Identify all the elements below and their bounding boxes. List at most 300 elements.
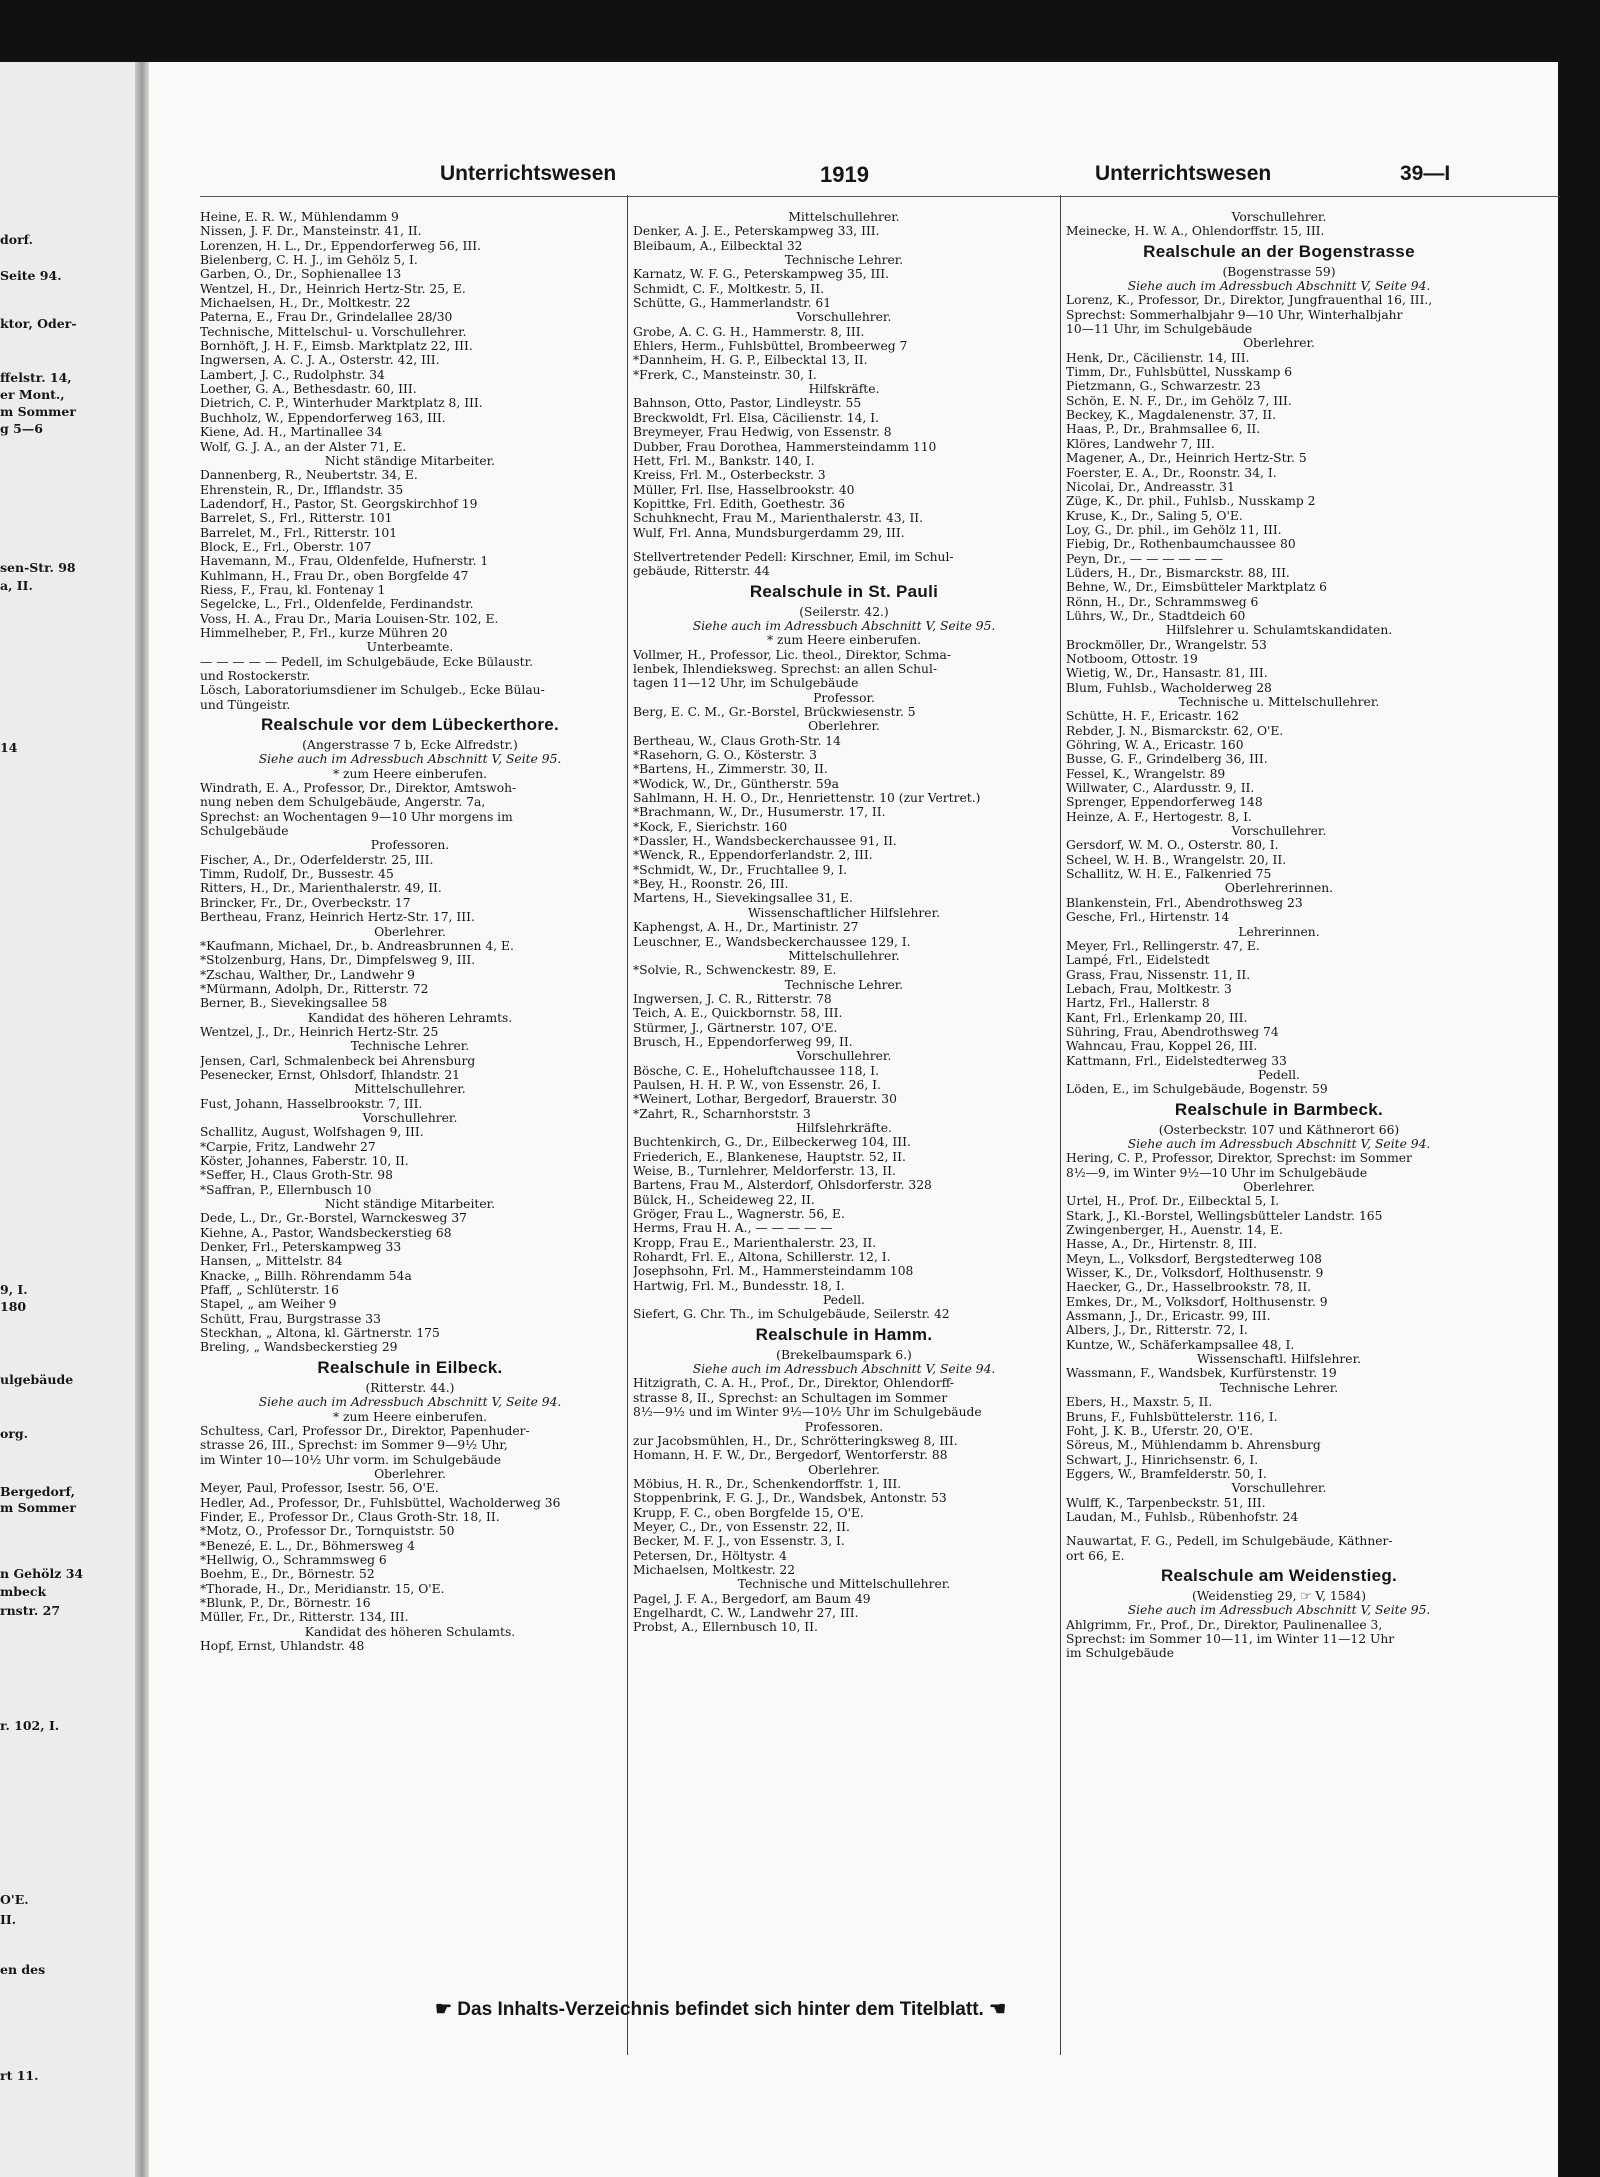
- directory-entry: Kropp, Frau E., Marienthalerstr. 23, II.: [633, 1235, 877, 1250]
- directory-entry: zur Jacobsmühlen, H., Dr., Schrötteringksweg 8, III.: [633, 1433, 958, 1448]
- directory-entry: Becker, M. F. J., von Essenstr. 3, I.: [633, 1534, 845, 1549]
- school-address: (Ritterstr. 44.): [365, 1380, 455, 1395]
- directory-entry: Göhring, W. A., Ericastr. 160: [1066, 738, 1244, 753]
- previous-page-fragment: g 5—6: [0, 421, 43, 436]
- directory-entry: und Tüngeistr.: [200, 697, 291, 712]
- directory-entry: Hansen, „ Mittelstr. 84: [200, 1254, 343, 1269]
- section-label: Oberlehrer.: [808, 1462, 880, 1477]
- directory-entry: Kuntze, W., Schäferkampsallee 48, I.: [1066, 1337, 1295, 1352]
- cross-reference: Siehe auch im Adressbuch Abschnitt V, Seite 95.: [692, 618, 996, 633]
- section-label: * zum Heere einberufen.: [332, 1409, 488, 1424]
- section-label: Wissenschaftl. Hilfslehrer.: [1196, 1352, 1362, 1367]
- page-year: 1919: [820, 162, 869, 187]
- section-label: Vorschullehrer.: [796, 310, 892, 325]
- directory-entry: Löden, E., im Schulgebäude, Bogenstr. 59: [1066, 1082, 1328, 1097]
- running-header-left: Unterrichtswesen: [440, 162, 617, 185]
- column-2: [633, 210, 1055, 2060]
- directory-entry: Köster, Johannes, Faberstr. 10, II.: [200, 1154, 409, 1168]
- directory-entry: Kuhlmann, H., Frau Dr., oben Borgfelde 47: [200, 568, 469, 583]
- section-label: Technische Lehrer.: [350, 1039, 470, 1054]
- section-label: Pedell.: [1258, 1067, 1300, 1082]
- directory-entry: Assmann, J., Dr., Ericastr. 99, III.: [1066, 1309, 1271, 1324]
- directory-entry: Meyer, Frl., Rellingerstr. 47, E.: [1066, 938, 1260, 953]
- directory-entry: Garben, O., Dr., Sophienallee 13: [200, 267, 402, 282]
- cross-reference: Siehe auch im Adressbuch Abschnitt V, Seite 94.: [692, 1362, 996, 1377]
- section-label: Technische Lehrer.: [1219, 1380, 1339, 1395]
- directory-entry: Müller, Frl. Ilse, Hasselbrookstr. 40: [633, 482, 855, 497]
- directory-entry: Bartens, Frau M., Alsterdorf, Ohlsdorferstr. 328: [633, 1178, 932, 1193]
- directory-entry: Segelcke, L., Frl., Oldenfelde, Ferdinandstr.: [200, 597, 474, 612]
- section-label: Oberlehrer.: [1243, 336, 1315, 351]
- directory-entry: Ahlgrimm, Fr., Prof., Dr., Direktor, Paulinenallee 3,: [1066, 1617, 1383, 1632]
- previous-page-fragment: ffelstr. 14,: [0, 370, 72, 385]
- directory-entry: *Seffer, H., Claus Groth-Str. 98: [200, 1168, 393, 1183]
- directory-entry: Teich, A. E., Quickbornstr. 58, III.: [633, 1006, 843, 1021]
- directory-entry: Karnatz, W. F. G., Peterskampweg 35, III.: [633, 267, 889, 282]
- previous-page-fragment: Seite 94.: [0, 268, 62, 283]
- directory-entry: Kaphengst, A. H., Dr., Martinistr. 27: [633, 920, 859, 935]
- directory-entry: Dannenberg, R., Neubertstr. 34, E.: [200, 468, 418, 483]
- school-address: (Osterbeckstr. 107 und Käthnerort 66): [1158, 1122, 1400, 1137]
- directory-entry: Schuhknecht, Frau M., Marienthalerstr. 43, II.: [633, 511, 924, 526]
- directory-entry: Breckwoldt, Frl. Elsa, Cäcilienstr. 14, I.: [633, 410, 880, 425]
- section-label: Wissenschaftlicher Hilfslehrer.: [747, 905, 941, 920]
- directory-entry: Paterna, E., Frau Dr., Grindelallee 28/30: [200, 310, 453, 325]
- directory-entry: Ehlers, Herm., Fuhlsbüttel, Brombeerweg 7: [633, 339, 908, 354]
- spacer: [633, 540, 1055, 550]
- directory-entry: Martens, H., Sievekingsallee 31, E.: [633, 891, 853, 906]
- directory-entry: Jensen, Carl, Schmalenbeck bei Ahrensburg: [200, 1053, 476, 1068]
- directory-entry: Denker, A. J. E., Peterskampweg 33, III.: [633, 224, 880, 239]
- directory-entry: Schwart, J., Hinrichsenstr. 6, I.: [1066, 1452, 1259, 1467]
- section-label: Professor.: [813, 690, 875, 705]
- directory-entry: Ehrenstein, R., Dr., Ifflandstr. 35: [200, 482, 404, 497]
- directory-entry: Dietrich, C. P., Winterhuder Marktplatz 8, III.: [200, 396, 483, 411]
- running-header-right: Unterrichtswesen: [1095, 162, 1272, 185]
- directory-entry: Wietig, W., Dr., Hansastr. 81, III.: [1066, 666, 1268, 681]
- directory-entry: Wisser, K., Dr., Volksdorf, Holthusenstr. 9: [1066, 1266, 1324, 1281]
- directory-entry: Notboom, Ottostr. 19: [1066, 651, 1198, 666]
- directory-entry: Heine, E. R. W., Mühlendamm 9: [200, 210, 399, 224]
- directory-entry: Schallitz, W. H. E., Falkenried 75: [1066, 867, 1272, 882]
- directory-entry: *Bey, H., Roonstr. 26, III.: [633, 877, 789, 892]
- directory-entry: Lorenz, K., Professor, Dr., Direktor, Jungfrauenthal 16, III.,: [1066, 293, 1433, 308]
- directory-entry: Ingwersen, A. C. J. A., Osterstr. 42, III.: [200, 353, 440, 368]
- previous-page-fragment: 14: [0, 740, 18, 755]
- cross-reference: Siehe auch im Adressbuch Abschnitt V, Seite 95.: [1127, 1603, 1431, 1618]
- directory-entry: Emkes, Dr., M., Volksdorf, Holthusenstr. 9: [1066, 1294, 1328, 1309]
- section-label: Vorschullehrer.: [796, 1049, 892, 1064]
- directory-entry: Kant, Frl., Erlenkamp 20, III.: [1066, 1010, 1248, 1025]
- directory-entry: Beckey, K., Magdalenenstr. 37, II.: [1066, 408, 1276, 423]
- directory-entry: Hasse, A., Dr., Hirtenstr. 8, III.: [1066, 1237, 1257, 1252]
- directory-entry: Wahncau, Frau, Koppel 26, III.: [1066, 1039, 1258, 1054]
- previous-page-fragment: rnstr. 27: [0, 1603, 61, 1618]
- scan-border-top-left: [0, 0, 100, 62]
- section-label: Hilfslehrer u. Schulamtskandidaten.: [1165, 623, 1393, 638]
- directory-entry: Foerster, E. A., Dr., Roonstr. 34, I.: [1066, 465, 1277, 480]
- directory-entry: Haas, P., Dr., Brahmsallee 6, II.: [1066, 422, 1261, 437]
- directory-entry: *Thorade, H., Dr., Meridianstr. 15, O'E.: [200, 1581, 445, 1596]
- previous-page-fragment: ktor, Oder-: [0, 316, 77, 331]
- header-rule: [200, 196, 1560, 197]
- previous-page-fragment: sen-Str. 98: [0, 560, 76, 575]
- section-label: Mittelschullehrer.: [788, 210, 900, 224]
- previous-page-fragment: Bergedorf,: [0, 1484, 75, 1499]
- directory-entry: Sprenger, Eppendorferweg 148: [1066, 795, 1263, 810]
- directory-entry: Bielenberg, C. H. J., im Gehölz 5, I.: [200, 253, 418, 268]
- directory-entry: Meinecke, H. W. A., Ohlendorffstr. 15, III.: [1066, 224, 1325, 239]
- directory-entry: *Wodick, W., Dr., Güntherstr. 59a: [633, 776, 839, 791]
- directory-entry: Meyn, L., Volksdorf, Bergstedterweg 108: [1066, 1251, 1322, 1266]
- directory-entry: Vollmer, H., Professor, Lic. theol., Direktor, Schma-: [633, 647, 951, 662]
- previous-page-fragment: ulgebäude: [0, 1372, 74, 1387]
- directory-entry: Kiene, Ad. H., Martinallee 34: [200, 425, 383, 440]
- directory-entry: Bertheau, Franz, Heinrich Hertz-Str. 17, III.: [200, 910, 475, 925]
- section-label: Professoren.: [370, 838, 450, 853]
- directory-entry: Blum, Fuhlsb., Wacholderweg 28: [1066, 680, 1272, 695]
- directory-entry: Eggers, W., Bramfelderstr. 50, I.: [1066, 1466, 1267, 1481]
- directory-entry: Fischer, A., Dr., Oderfelderstr. 25, III.: [200, 852, 434, 867]
- directory-entry: und Rostockerstr.: [200, 669, 311, 683]
- section-label: Kandidat des höheren Schulamts.: [304, 1624, 516, 1639]
- section-label: Oberlehrer.: [808, 719, 880, 734]
- directory-entry: Ingwersen, J. C. R., Ritterstr. 78: [633, 991, 832, 1006]
- directory-entry: Möbius, H. R., Dr., Schenkendorffstr. 1, III.: [633, 1476, 902, 1491]
- directory-entry: *Kaufmann, Michael, Dr., b. Andreasbrunnen 4, E.: [200, 938, 514, 953]
- school-heading: Realschule in Barmbeck.: [1174, 1099, 1384, 1119]
- section-label: * zum Heere einberufen.: [332, 766, 488, 781]
- directory-entry: *Stolzenburg, Hans, Dr., Dimpfelsweg 9, III.: [200, 953, 476, 968]
- directory-entry: Brusch, H., Eppendorferweg 99, II.: [633, 1034, 853, 1049]
- directory-entry: Finder, E., Professor Dr., Claus Groth-Str. 18, II.: [200, 1509, 500, 1524]
- directory-entry: ort 66, E.: [1066, 1548, 1125, 1563]
- directory-entry: Stark, J., Kl.-Borstel, Wellingsbütteler Landstr. 165: [1066, 1208, 1383, 1223]
- directory-entry: Lösch, Laboratoriumsdiener im Schulgeb., Ecke Bülau-: [200, 683, 545, 698]
- directory-entry: Probst, A., Ellernbusch 10, II.: [633, 1620, 818, 1635]
- directory-entry: Blankenstein, Frl., Abendrothsweg 23: [1066, 895, 1303, 910]
- previous-page-fragment: dorf.: [0, 232, 33, 247]
- directory-entry: im Winter 10—10½ Uhr vorm. im Schulgebäude: [200, 1452, 501, 1467]
- directory-entry: Berner, B., Sievekingsallee 58: [200, 996, 388, 1011]
- directory-entry: Breymeyer, Frau Hedwig, von Essenstr. 8: [633, 425, 892, 440]
- directory-entry: Kopittke, Frl. Edith, Goethestr. 36: [633, 496, 846, 511]
- directory-entry: Krupp, F. C., oben Borgfelde 15, O'E.: [633, 1505, 864, 1520]
- directory-entry: Pfaff, „ Schlüterstr. 16: [200, 1283, 339, 1298]
- directory-entry: Pagel, J. F. A., Bergedorf, am Baum 49: [633, 1591, 871, 1606]
- directory-entry: 10—11 Uhr, im Schulgebäude: [1066, 322, 1253, 337]
- school-address: (Angerstrasse 7 b, Ecke Alfredstr.): [302, 738, 518, 753]
- directory-entry: *Frerk, C., Mansteinstr. 30, I.: [633, 367, 817, 382]
- directory-entry: *Wenck, R., Eppendorferlandstr. 2, III.: [633, 848, 873, 863]
- directory-entry: im Schulgebäude: [1066, 1646, 1175, 1661]
- directory-entry: Schultess, Carl, Professor Dr., Direktor, Papenhuder-: [200, 1423, 530, 1438]
- directory-entry: Hopf, Ernst, Uhlandstr. 48: [200, 1639, 365, 1653]
- scan-border-top: [100, 0, 1600, 62]
- school-heading: Realschule am Weidenstieg.: [1160, 1565, 1398, 1585]
- directory-entry: Sahlmann, H. H. O., Dr., Henriettenstr. 10 (zur Vertret.): [633, 791, 981, 806]
- directory-entry: *Carpie, Fritz, Landwehr 27: [200, 1139, 376, 1154]
- directory-entry: Loy, G., Dr. phil., im Gehölz 11, III.: [1066, 522, 1282, 537]
- directory-entry: strasse 26, III., Sprechst: im Sommer 9—9½ Uhr,: [200, 1438, 508, 1453]
- directory-entry: Zwingenberger, H., Auenstr. 14, E.: [1066, 1223, 1283, 1238]
- directory-entry: Herms, Frau H. A., — — — — —: [633, 1221, 833, 1236]
- previous-page-fragment: a, II.: [0, 578, 33, 593]
- directory-entry: Lambert, J. C., Rudolphstr. 34: [200, 367, 385, 382]
- directory-entry: Heinze, A. F., Hertogestr. 8, I.: [1066, 809, 1252, 824]
- column-rule-1: [627, 195, 628, 2055]
- directory-entry: Schütt, Frau, Burgstrasse 33: [200, 1311, 381, 1326]
- section-label: Technische Lehrer.: [784, 253, 904, 268]
- directory-entry: Kattmann, Frl., Eidelstedterweg 33: [1066, 1053, 1287, 1068]
- directory-entry: Lebach, Frau, Moltkestr. 3: [1066, 981, 1232, 996]
- directory-entry: Timm, Rudolf, Dr., Bussestr. 45: [200, 867, 394, 882]
- directory-entry: Lampé, Frl., Eidelstedt: [1066, 953, 1210, 968]
- directory-entry: Hartwig, Frl. M., Bundesstr. 18, I.: [633, 1278, 845, 1293]
- directory-entry: Schulgebäude: [200, 824, 289, 839]
- directory-entry: Schütte, H. F., Ericastr. 162: [1066, 709, 1240, 724]
- school-heading: Realschule in Eilbeck.: [317, 1357, 503, 1377]
- directory-entry: Brockmöller, Dr., Wrangelstr. 53: [1066, 637, 1267, 652]
- directory-entry: Müller, Fr., Dr., Ritterstr. 134, III.: [200, 1610, 409, 1625]
- school-address: (Brekelbaumspark 6.): [776, 1347, 912, 1362]
- section-label: Lehrerinnen.: [1238, 924, 1320, 939]
- directory-entry: Henk, Dr., Cäcilienstr. 14, III.: [1066, 350, 1250, 365]
- section-label: Vorschullehrer.: [1231, 210, 1327, 224]
- directory-entry: Hedler, Ad., Professor, Dr., Fuhlsbüttel, Wacholderweg 36: [200, 1495, 561, 1510]
- directory-entry: Behne, W., Dr., Eimsbütteler Marktplatz 6: [1066, 580, 1327, 595]
- section-label: Oberlehrer.: [1243, 1180, 1315, 1194]
- directory-entry: Pesenecker, Ernst, Ohlsdorf, Ihlandstr. 21: [200, 1067, 460, 1082]
- book-spine: [135, 62, 149, 2177]
- directory-entry: Sühring, Frau, Abendrothsweg 74: [1066, 1024, 1279, 1039]
- directory-entry: Lüders, H., Dr., Bismarckstr. 88, III.: [1066, 565, 1290, 580]
- previous-page-fragment: II.: [0, 1912, 17, 1927]
- directory-entry: *Dannheim, H. G. P., Eilbecktal 13, II.: [633, 353, 868, 368]
- directory-entry: Gesche, Frl., Hirtenstr. 14: [1066, 910, 1230, 925]
- school-heading: Realschule in St. Pauli: [749, 581, 939, 601]
- section-label: Mittelschullehrer.: [354, 1082, 466, 1097]
- directory-entry: Buchtenkirch, G., Dr., Eilbeckerweg 104, III.: [633, 1135, 911, 1150]
- directory-entry: *Weinert, Lothar, Bergedorf, Brauerstr. 30: [633, 1092, 897, 1107]
- section-label: Vorschullehrer.: [1231, 1481, 1327, 1496]
- directory-entry: *Mürmann, Adolph, Dr., Ritterstr. 72: [200, 981, 429, 996]
- directory-entry: Technische, Mittelschul- u. Vorschullehrer.: [200, 324, 467, 339]
- directory-entry: gebäude, Ritterstr. 44: [633, 564, 770, 579]
- directory-entry: Bruns, F., Fuhlsbüttelerstr. 116, I.: [1066, 1409, 1278, 1424]
- directory-entry: Voss, H. A., Frau Dr., Maria Louisen-Str. 102, E.: [200, 611, 499, 626]
- directory-entry: Paulsen, H. H. P. W., von Essenstr. 26, I.: [633, 1077, 881, 1092]
- section-label: Technische u. Mittelschullehrer.: [1178, 695, 1380, 709]
- directory-entry: Kiehne, A., Pastor, Wandsbeckerstieg 68: [200, 1225, 452, 1240]
- directory-entry: Wentzel, J., Dr., Heinrich Hertz-Str. 25: [200, 1024, 439, 1039]
- directory-entry: Gröger, Frau L., Wagnerstr. 56, E.: [633, 1207, 845, 1222]
- section-label: Oberlehrer.: [374, 924, 446, 939]
- directory-entry: Berg, E. C. M., Gr.-Borstel, Brückwiesenstr. 5: [633, 705, 916, 719]
- previous-page-fragment: en des: [0, 1962, 46, 1977]
- directory-entry: Michaelsen, H., Dr., Moltkestr. 22: [200, 296, 411, 311]
- directory-entry: Schallitz, August, Wolfshagen 9, III.: [200, 1125, 424, 1140]
- previous-page-edge: [0, 62, 135, 2177]
- directory-entry: Buchholz, W., Eppendorferweg 163, III.: [200, 410, 446, 425]
- section-label: * zum Heere einberufen.: [766, 633, 922, 648]
- directory-entry: Wassmann, F., Wandsbek, Kurfürstenstr. 19: [1066, 1366, 1337, 1381]
- directory-entry: Sprechst: Sommerhalbjahr 9—10 Uhr, Winterhalbjahr: [1066, 307, 1403, 322]
- directory-entry: nung neben dem Schulgebäude, Angerstr. 7a,: [200, 795, 486, 810]
- directory-entry: Block, E., Frl., Oberstr. 107: [200, 539, 372, 554]
- directory-entry: Petersen, Dr., Höltystr. 4: [633, 1548, 787, 1563]
- directory-entry: *Bartens, H., Zimmerstr. 30, II.: [633, 762, 828, 777]
- directory-entry: 8½—9½ und im Winter 9½—10½ Uhr im Schulgebäude: [633, 1405, 982, 1420]
- directory-entry: Haecker, G., Dr., Hasselbrookstr. 78, II.: [1066, 1280, 1312, 1295]
- directory-entry: Nissen, J. F. Dr., Mansteinstr. 41, II.: [200, 224, 422, 239]
- previous-page-fragment: n Gehölz 34: [0, 1566, 84, 1581]
- directory-entry: Rohardt, Frl. E., Altona, Schillerstr. 12, I.: [633, 1250, 891, 1265]
- directory-entry: Bülck, H., Scheideweg 22, II.: [633, 1192, 815, 1207]
- directory-entry: Homann, H. F. W., Dr., Bergedorf, Wentorferstr. 88: [633, 1448, 948, 1463]
- directory-entry: Nicolai, Dr., Andreasstr. 31: [1066, 479, 1235, 494]
- directory-entry: Steckhan, „ Altona, kl. Gärtnerstr. 175: [200, 1326, 440, 1341]
- directory-entry: Havemann, M., Frau, Oldenfelde, Hufnerstr. 1: [200, 554, 489, 569]
- directory-entry: Siefert, G. Chr. Th., im Schulgebäude, Seilerstr. 42: [633, 1307, 950, 1322]
- directory-entry: Dubber, Frau Dorothea, Hammersteindamm 110: [633, 439, 937, 454]
- directory-entry: Lührs, W., Dr., Stadtdeich 60: [1066, 608, 1246, 623]
- directory-entry: *Zschau, Walther, Dr., Landwehr 9: [200, 967, 415, 982]
- section-label: Vorschullehrer.: [362, 1110, 458, 1125]
- directory-entry: *Schmidt, W., Dr., Fruchtallee 9, I.: [633, 862, 848, 877]
- directory-entry: Klöres, Landwehr 7, III.: [1066, 436, 1215, 451]
- directory-entry: Breling, „ Wandsbeckerstieg 29: [200, 1340, 398, 1355]
- directory-entry: Grobe, A. C. G. H., Hammerstr. 8, III.: [633, 324, 865, 339]
- directory-entry: Stapel, „ am Weiher 9: [200, 1297, 337, 1312]
- directory-entry: *Saffran, P., Ellernbusch 10: [200, 1182, 372, 1197]
- previous-page-fragment: rt 11.: [0, 2068, 39, 2083]
- school-heading: Realschule in Hamm.: [755, 1324, 933, 1344]
- directory-entry: Bornhöft, J. H. F., Eimsb. Marktplatz 22, III.: [200, 339, 473, 354]
- section-label: Unterbeamte.: [366, 640, 454, 655]
- section-label: Professoren.: [804, 1419, 884, 1434]
- directory-entry: *Blunk, P., Dr., Börnestr. 16: [200, 1595, 371, 1610]
- school-heading: Realschule vor dem Lübeckerthore.: [260, 715, 560, 735]
- footer-note: ☛ Das Inhalts-Verzeichnis befindet sich hinter dem Titelblatt. ☚: [435, 1999, 1007, 2020]
- directory-entry: Stellvertretender Pedell: Kirschner, Emil, im Schul-: [633, 549, 954, 564]
- directory-entry: Laudan, M., Fuhlsb., Rübenhofstr. 24: [1066, 1509, 1299, 1524]
- section-label: Nicht ständige Mitarbeiter.: [324, 1197, 496, 1212]
- directory-entry: Wulf, Frl. Anna, Mundsburgerdamm 29, III.: [633, 525, 905, 540]
- previous-page-fragment: er Mont.,: [0, 387, 65, 402]
- directory-entry: Bösche, C. E., Hoheluftchaussee 118, I.: [633, 1063, 880, 1078]
- section-label: Nicht ständige Mitarbeiter.: [324, 453, 496, 468]
- directory-entry: Rebder, J. N., Bismarckstr. 62, O'E.: [1066, 723, 1284, 738]
- directory-entry: *Motz, O., Professor Dr., Tornquiststr. 50: [200, 1524, 455, 1539]
- directory-entry: Hartz, Frl., Hallerstr. 8: [1066, 996, 1210, 1011]
- directory-entry: Engelhardt, C. W., Landwehr 27, III.: [633, 1605, 859, 1620]
- directory-entry: Pietzmann, G., Schwarzestr. 23: [1066, 379, 1261, 394]
- directory-entry: Dede, L., Dr., Gr.-Borstel, Warnckesweg 37: [200, 1211, 467, 1226]
- directory-entry: Riess, F., Frau, kl. Fontenay 1: [200, 582, 386, 597]
- section-label: Pedell.: [823, 1293, 865, 1308]
- directory-entry: Willwater, C., Alardusstr. 9, II.: [1066, 781, 1255, 796]
- directory-entry: Peyn, Dr., — — — — — —: [1066, 551, 1224, 566]
- directory-entry: Ebers, H., Maxstr. 5, II.: [1066, 1395, 1213, 1410]
- directory-entry: — — — — — Pedell, im Schulgebäude, Ecke Bülaustr.: [200, 654, 534, 669]
- directory-entry: Michaelsen, Moltkestr. 22: [633, 1562, 796, 1577]
- directory-entry: Fiebig, Dr., Rothenbaumchaussee 80: [1066, 537, 1296, 552]
- directory-entry: Stürmer, J., Gärtnerstr. 107, O'E.: [633, 1020, 838, 1035]
- directory-entry: lenbek, Ihlendieksweg. Sprechst: an allen Schul-: [633, 661, 938, 676]
- section-label: Technische Lehrer.: [784, 977, 904, 992]
- directory-entry: Kruse, K., Dr., Saling 5, O'E.: [1066, 508, 1243, 523]
- previous-page-fragment: m Sommer: [0, 404, 76, 419]
- cross-reference: Siehe auch im Adressbuch Abschnitt V, Seite 95.: [258, 752, 562, 767]
- directory-entry: Hett, Frl. M., Bankstr. 140, I.: [633, 453, 815, 468]
- section-label: Vorschullehrer.: [1231, 824, 1327, 839]
- directory-entry: Knacke, „ Billh. Röhrendamm 54a: [200, 1268, 412, 1283]
- directory-entry: Fust, Johann, Hasselbrookstr. 7, III.: [200, 1096, 423, 1111]
- directory-entry: Grass, Frau, Nissenstr. 11, II.: [1066, 967, 1251, 982]
- directory-entry: Urtel, H., Prof. Dr., Eilbecktal 5, I.: [1066, 1194, 1280, 1209]
- directory-entry: Timm, Dr., Fuhlsbüttel, Nusskamp 6: [1066, 365, 1293, 380]
- directory-entry: *Rasehorn, G. O., Kösterstr. 3: [633, 748, 817, 763]
- directory-entry: Meyer, C., Dr., von Essenstr. 22, II.: [633, 1519, 850, 1534]
- directory-entry: Züge, K., Dr. phil., Fuhlsb., Nusskamp 2: [1066, 494, 1316, 509]
- directory-entry: Barrelet, M., Frl., Ritterstr. 101: [200, 525, 398, 540]
- directory-entry: Bleibaum, A., Eilbecktal 32: [633, 238, 803, 253]
- directory-entry: Weise, B., Turnlehrer, Meldorferstr. 13, II.: [633, 1164, 896, 1178]
- directory-entry: Hitzigrath, C. A. H., Prof., Dr., Direktor, Ohlendorff-: [633, 1376, 955, 1391]
- previous-page-fragment: O'E.: [0, 1892, 29, 1907]
- directory-entry: Loether, G. A., Bethesdastr. 60, III.: [200, 382, 417, 397]
- school-heading: Realschule an der Bogenstrasse: [1143, 241, 1415, 261]
- directory-entry: Söreus, M., Mühlendamm b. Ahrensburg: [1066, 1438, 1321, 1453]
- previous-page-fragment: org.: [0, 1426, 29, 1441]
- directory-entry: Himmelheber, P., Frl., kurze Mühren 20: [200, 625, 448, 640]
- directory-entry: Albers, J., Dr., Ritterstr. 72, I.: [1066, 1323, 1248, 1338]
- directory-entry: strasse 8, II., Sprechst: an Schultagen im Sommer: [633, 1390, 948, 1405]
- directory-entry: Kreiss, Frl. M., Osterbeckstr. 3: [633, 468, 826, 483]
- directory-entry: *Solvie, R., Schwenckestr. 89, E.: [633, 963, 837, 978]
- directory-entry: Meyer, Paul, Professor, Isestr. 56, O'E.: [200, 1481, 439, 1496]
- previous-page-fragment: r. 102, I.: [0, 1718, 60, 1733]
- directory-entry: Busse, G. F., Grindelberg 36, III.: [1066, 752, 1268, 767]
- directory-entry: Nauwartat, F. G., Pedell, im Schulgebäude, Käthner-: [1066, 1534, 1393, 1549]
- directory-entry: Gersdorf, W. M. O., Osterstr. 80, I.: [1066, 838, 1279, 853]
- directory-entry: Lorenzen, H. L., Dr., Eppendorferweg 56, III.: [200, 238, 481, 253]
- directory-entry: Leuschner, E., Wandsbeckerchaussee 129, I.: [633, 934, 911, 949]
- scan-border-right: [1558, 0, 1600, 2177]
- directory-entry: Sprechst: an Wochentagen 9—10 Uhr morgens im: [200, 809, 513, 824]
- directory-entry: Schön, E. N. F., Dr., im Gehölz 7, III.: [1066, 393, 1292, 408]
- section-label: Technische und Mittelschullehrer.: [737, 1577, 951, 1592]
- directory-entry: Barrelet, S., Frl., Ritterstr. 101: [200, 511, 393, 526]
- section-label: Mittelschullehrer.: [788, 948, 900, 963]
- directory-entry: Fessel, K., Wrangelstr. 89: [1066, 766, 1226, 781]
- directory-entry: Denker, Frl., Peterskampweg 33: [200, 1240, 402, 1255]
- directory-entry: Bertheau, W., Claus Groth-Str. 14: [633, 733, 841, 748]
- previous-page-fragment: mbeck: [0, 1584, 47, 1599]
- directory-entry: Foht, J. K. B., Uferstr. 20, O'E.: [1066, 1423, 1253, 1438]
- directory-entry: 8½—9, im Winter 9½—10 Uhr im Schulgebäude: [1066, 1165, 1368, 1180]
- directory-entry: Boehm, E., Dr., Börnestr. 52: [200, 1567, 375, 1582]
- section-label: Hilfskräfte.: [808, 382, 880, 397]
- column-1: [200, 210, 620, 2060]
- previous-page-fragment: 180: [0, 1299, 27, 1314]
- directory-entry: Scheel, W. H. B., Wrangelstr. 20, II.: [1066, 852, 1287, 867]
- section-label: Kandidat des höheren Lehramts.: [307, 1010, 513, 1025]
- school-address: (Weidenstieg 29, ☞ V, 1584): [1192, 1588, 1366, 1603]
- cross-reference: Siehe auch im Adressbuch Abschnitt V, Seite 94.: [1127, 279, 1431, 294]
- section-label: Oberlehrerinnen.: [1224, 881, 1334, 896]
